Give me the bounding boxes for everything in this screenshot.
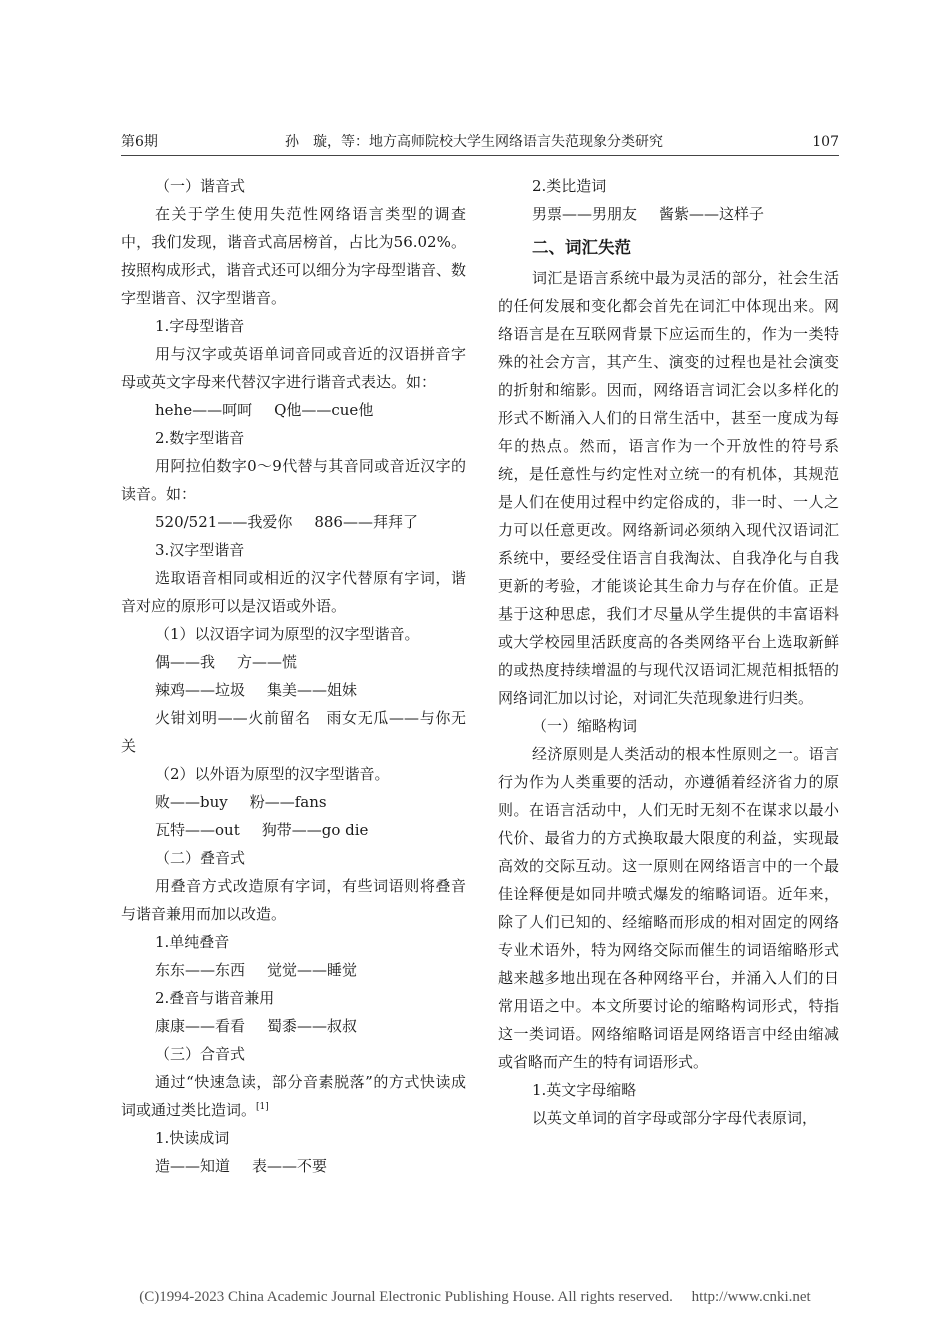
subheading-hanzi: 3.汉字型谐音 xyxy=(155,541,245,559)
example-line: 败——buy 粉——fans xyxy=(155,793,327,811)
example-line: 520/521——我爱你 886——拜拜了 xyxy=(155,513,418,531)
paragraph-hanzi-2: （2）以外语为原型的汉字型谐音。 xyxy=(155,765,390,783)
page-number: 107 xyxy=(812,134,839,150)
running-title: 孙 璇，等：地方高师院校大学生网络语言失范现象分类研究 xyxy=(285,134,663,150)
example-line: hehe——呵呵 Q他——cue他 xyxy=(155,401,374,419)
paragraph-cihui: 词汇是语言系统中最为灵活的部分，社会生活的任何发展和变化都会首先在词汇中体现出来。网络语言是在互联网背景下应运而生的，作为一类特殊的社会方言，其产生、演变的过程也是社会演变的折射和缩影。因而，网络语言词汇会以多样化的形式不断涌入人们的日常生活中，甚至一度成为每年的热点。然而，语言作为一个开放性的符号系统，是任意性与约定性对立统一的有机体，其规范是人们在使用过程中约定俗成的，非一时、一人之力可以任意更改。网络新词必须纳入现代汉语词汇系统中，要经受住语言自我淘汰、自我净化与自我更新的考验，才能谈论其生命力与存在价值。正是基于这种思虑，我们才尽量从学生提供的丰富语料或大学校园里活跃度高的各类网络平台上选取新鲜的或热度持续增温的与现代汉语词汇规范相抵牾的网络词汇加以讨论，对词汇失范现象进行归类。 xyxy=(498,269,839,707)
paragraph-jingji: 经济原则是人类活动的根本性原则之一。语言行为作为人类重要的活动，亦遵循着经济省力的原则。在语言活动中，人们无时无刻不在谋求以最小代价、最省力的方式换取最大限度的利益，实现最高效的交际互动。这一原则在网络语言中的一个最佳诠释便是如同井喷式爆发的缩略词语。近年来，除了人们已知的、经缩略而形成的相对固定的网络专业术语外，特为网络交际而催生的词语缩略形式越来越多地出现在各种网络平台，并涌入人们的日常用语之中。本文所要讨论的缩略构词形式，特指这一类词语。网络缩略词语是网络语言中经由缩减或省略而产生的特有词语形式。 xyxy=(498,745,839,1071)
example-line: 瓦特——out 狗带——go die xyxy=(155,821,369,839)
copyright-footer: (C)1994-2023 China Academic Journal Electronic Publishing House. All rights reserved. http://www.cnki.net xyxy=(139,1289,811,1305)
subheading-kuaidu: 1.快读成词 xyxy=(155,1129,230,1147)
subheading-shuzi: 2.数字型谐音 xyxy=(155,429,245,447)
header-rule xyxy=(121,155,839,156)
example-line: 康康——看看 蜀黍——叔叔 xyxy=(155,1017,358,1035)
subheading-jianyong: 2.叠音与谐音兼用 xyxy=(155,989,275,1007)
left-column xyxy=(121,172,466,1180)
paragraph-shuzi: 用阿拉伯数字0～9代替与其音同或音近汉字的读音。如： xyxy=(121,457,466,503)
example-line: 辣鸡——垃圾 集美——姐妹 xyxy=(155,681,358,699)
subheading-zimu: 1.字母型谐音 xyxy=(155,317,245,335)
paragraph-survey: 在关于学生使用失范性网络语言类型的调查中，我们发现，谐音式高居榜首，占比为56.02%。按照构成形式，谐音式还可以细分为字母型谐音、数字型谐音、汉字型谐音。 xyxy=(121,205,467,307)
example-line: 东东——东西 觉觉——睡觉 xyxy=(155,961,358,979)
paragraph-yingwen: 以英文单词的首字母或部分字母代表原词， xyxy=(532,1109,818,1127)
citation-mark: [1] xyxy=(256,1102,269,1112)
paragraph-zimu: 用与汉字或英语单词音同或音近的汉语拼音字母或英文字母来代替汉字进行谐音式表达。如： xyxy=(121,345,466,391)
example-line: 偶——我 方——慌 xyxy=(155,653,298,671)
example-line: 造——知道 表——不要 xyxy=(155,1157,328,1175)
subheading-leibi: 2.类比造词 xyxy=(532,177,607,195)
subheading-xieyin: （一）谐音式 xyxy=(155,177,246,195)
subheading-dieyin: （二）叠音式 xyxy=(155,849,246,867)
running-header xyxy=(121,128,839,158)
right-column xyxy=(498,172,839,1132)
paragraph-dieyin: 用叠音方式改造原有字词，有些词语则将叠音与谐音兼用而加以改造。 xyxy=(121,877,466,923)
example-wrap: 火钳刘明——火前留名 雨女无瓜——与你无关 xyxy=(121,709,466,755)
paragraph-heyin: 通过“快速急读，部分音素脱落”的方式快读成词或通过类比造词。[1] xyxy=(121,1073,466,1119)
subheading-danchun: 1.单纯叠音 xyxy=(155,933,230,951)
subheading-heyin: （三）合音式 xyxy=(155,1045,246,1063)
issue-number: 第6期 xyxy=(121,134,158,150)
subheading-yingwen: 1.英文字母缩略 xyxy=(532,1081,637,1099)
paragraph-hanzi: 选取语音相同或相近的汉字代替原有字词，谐音对应的原形可以是汉语或外语。 xyxy=(121,569,466,615)
example-line: 男票——男朋友 酱紫——这样子 xyxy=(532,205,765,223)
subheading-suolue: （一）缩略构词 xyxy=(532,717,638,735)
paragraph-hanzi-1: （1）以汉语字词为原型的汉字型谐音。 xyxy=(155,625,420,643)
section-title: 二、词汇失范 xyxy=(532,238,631,257)
